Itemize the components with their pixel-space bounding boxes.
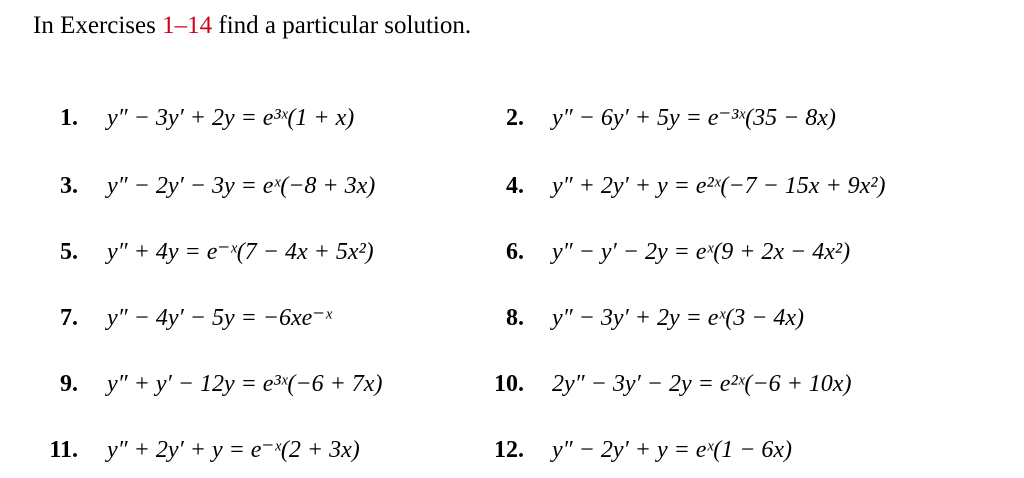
exercise-number: 5.: [60, 239, 78, 265]
exercise-number: 3.: [60, 173, 78, 199]
exercise-equation: y″ − 3y′ + 2y = eˣ(3 − 4x): [552, 305, 805, 331]
exercise-equation: y″ + 4y = e⁻ˣ(7 − 4x + 5x²): [107, 239, 374, 265]
exercise-number: 4.: [506, 173, 524, 199]
exercise-number: 7.: [60, 305, 78, 331]
exercise-number: 11.: [49, 437, 78, 463]
exercise-number: 6.: [506, 239, 524, 265]
exercise-equation: y″ − 6y′ + 5y = e⁻³ˣ(35 − 8x): [552, 105, 836, 131]
exercise-equation: y″ − y′ − 2y = eˣ(9 + 2x − 4x²): [552, 239, 851, 265]
exercise-equation: y″ + 2y′ + y = e²ˣ(−7 − 15x + 9x²): [552, 173, 886, 199]
exercise-equation: y″ − 2y′ + y = eˣ(1 − 6x): [552, 437, 793, 463]
exercise-6: [0, 234, 1020, 270]
instructions-prefix: In Exercises: [33, 12, 163, 39]
exercise-number: 9.: [60, 371, 78, 397]
exercise-number: 10.: [494, 371, 524, 397]
exercise-range-link[interactable]: 1–14: [162, 12, 213, 39]
exercise-8: [0, 300, 1020, 336]
exercise-number: 1.: [60, 105, 78, 131]
exercise-number: 8.: [506, 305, 524, 331]
exercise-equation: y″ − 3y′ + 2y = e³ˣ(1 + x): [107, 105, 355, 131]
instructions-suffix: find a particular solution.: [212, 12, 472, 39]
exercise-equation: y″ + 2y′ + y = e⁻ˣ(2 + 3x): [107, 437, 360, 463]
exercise-equation: 2y″ − 3y′ − 2y = e²ˣ(−6 + 10x): [552, 371, 852, 397]
exercise-equation: y″ − 4y′ − 5y = −6xe⁻ˣ: [107, 305, 332, 331]
exercise-number: 12.: [494, 437, 524, 463]
exercise-4: [0, 168, 1020, 204]
exercise-10: [0, 366, 1020, 402]
exercise-12: [0, 432, 1020, 468]
exercise-equation: y″ − 2y′ − 3y = eˣ(−8 + 3x): [107, 173, 376, 199]
exercise-number: 2.: [506, 105, 524, 131]
exercise-equation: y″ + y′ − 12y = e³ˣ(−6 + 7x): [107, 371, 383, 397]
exercise-2: [0, 100, 1020, 136]
